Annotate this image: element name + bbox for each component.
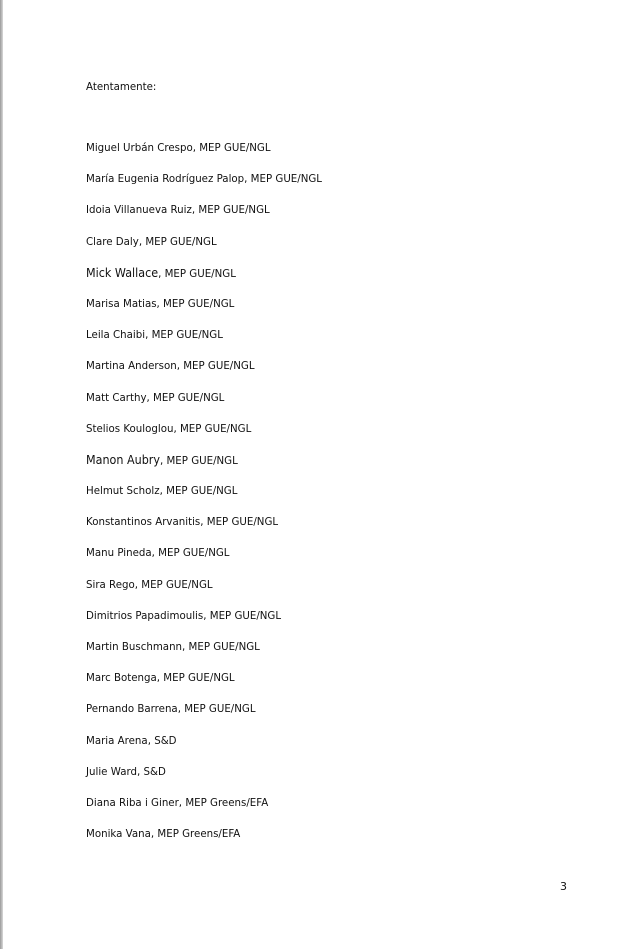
signatory-name: Konstantinos Arvanitis (86, 515, 201, 529)
signatory-affiliation: , MEP GUE/NGL (192, 141, 271, 154)
signatory-name: Martin Buschmann (86, 640, 183, 653)
signatory-line (86, 234, 322, 265)
signatory-line (86, 171, 322, 202)
signatory-affiliation: , MEP GUE/NGL (159, 453, 238, 467)
signatory-name: Marc Botenga (86, 671, 157, 685)
signatory-affiliation: , MEP GUE/NGL (191, 203, 270, 217)
signatory-affiliation: , MEP GUE/NGL (138, 234, 217, 248)
signatory-name: Clare Daly (86, 234, 139, 248)
signatory-name: Helmut Scholz (86, 484, 160, 498)
signatory-name: Manu Pineda (86, 546, 152, 560)
signatory-affiliation: , MEP GUE/NGL (200, 515, 279, 529)
signatory-affiliation: , MEP GUE/NGL (203, 608, 282, 622)
signatory-affiliation: , MEP GUE/NGL (173, 421, 252, 435)
signatory-name: Sira Rego (86, 577, 135, 591)
signatory-line (86, 265, 322, 296)
signatory-affiliation: , MEP GUE/NGL (159, 484, 238, 498)
signatory-line (86, 421, 322, 452)
signatory-affiliation: , MEP GUE/NGL (176, 359, 255, 373)
signatory-name: Maria Arena (86, 733, 148, 747)
page-number: 3 (560, 880, 567, 893)
signatory-name: María Eugenia Rodríguez Palop (86, 172, 245, 186)
signatory-line (86, 483, 322, 514)
signatory-name: Dimitrios Papadimoulis (86, 608, 204, 622)
signatory-affiliation: , MEP GUE/NGL (146, 390, 225, 404)
signatory-line (86, 670, 322, 701)
signatory-name: Martina Anderson (86, 359, 177, 373)
signatory-affiliation: , MEP GUE/NGL (158, 266, 236, 280)
signatory-name: Leila Chaibi (86, 328, 146, 342)
signatory-line (86, 327, 322, 358)
signatory-affiliation: , S&D (136, 764, 166, 778)
signatory-name: Marisa Matias (86, 296, 157, 310)
signatory-line (86, 795, 322, 826)
signatory-line (86, 358, 322, 389)
signatory-name: Pernando Barrena (86, 702, 178, 716)
signatory-line (86, 733, 322, 764)
signatory-line (86, 140, 322, 171)
signatory-name: Julie Ward (86, 764, 137, 778)
signatory-line (86, 202, 322, 233)
signatory-name: Miguel Urbán Crespo (86, 141, 193, 154)
signatory-name: Diana Riba i Giner (86, 795, 179, 809)
signatory-list (86, 140, 340, 857)
signatory-line (86, 764, 322, 795)
signatory-affiliation: , MEP GUE/NGL (244, 172, 323, 186)
signatory-name: Matt Carthy (86, 390, 147, 404)
signatory-line (86, 452, 322, 483)
signatory-line (86, 390, 322, 421)
signatory-affiliation: , MEP GUE/NGL (156, 296, 235, 310)
signatory-affiliation: , MEP GUE/NGL (145, 328, 223, 342)
signatory-affiliation: , MEP GUE/NGL (151, 546, 230, 560)
signatory-name: Mick Wallace (86, 265, 159, 280)
signatory-affiliation: , MEP GUE/NGL (134, 577, 213, 591)
signatory-line (86, 577, 322, 608)
signatory-line (86, 545, 322, 576)
closing-salutation: Atentamente: (86, 80, 157, 93)
signatory-name: Manon Aubry (86, 452, 160, 467)
signatory-name: Stelios Kouloglou (86, 421, 174, 435)
signatory-line (86, 639, 322, 670)
signatory-name: Monika Vana (86, 827, 151, 841)
signatory-affiliation: , S&D (147, 733, 177, 747)
signatory-affiliation: , MEP Greens/EFA (150, 827, 241, 841)
signatory-affiliation: , MEP GUE/NGL (156, 671, 235, 685)
signatory-affiliation: , MEP GUE/NGL (182, 640, 260, 653)
signatory-line (86, 826, 322, 857)
signatory-affiliation: , MEP GUE/NGL (177, 702, 256, 716)
signatory-line (86, 608, 322, 639)
signatory-affiliation: , MEP Greens/EFA (178, 795, 269, 809)
signatory-line (86, 296, 322, 327)
signatory-line (86, 514, 322, 545)
page-left-edge (0, 0, 3, 949)
signatory-name: Idoia Villanueva Ruiz (86, 203, 192, 217)
signatory-line (86, 701, 322, 732)
